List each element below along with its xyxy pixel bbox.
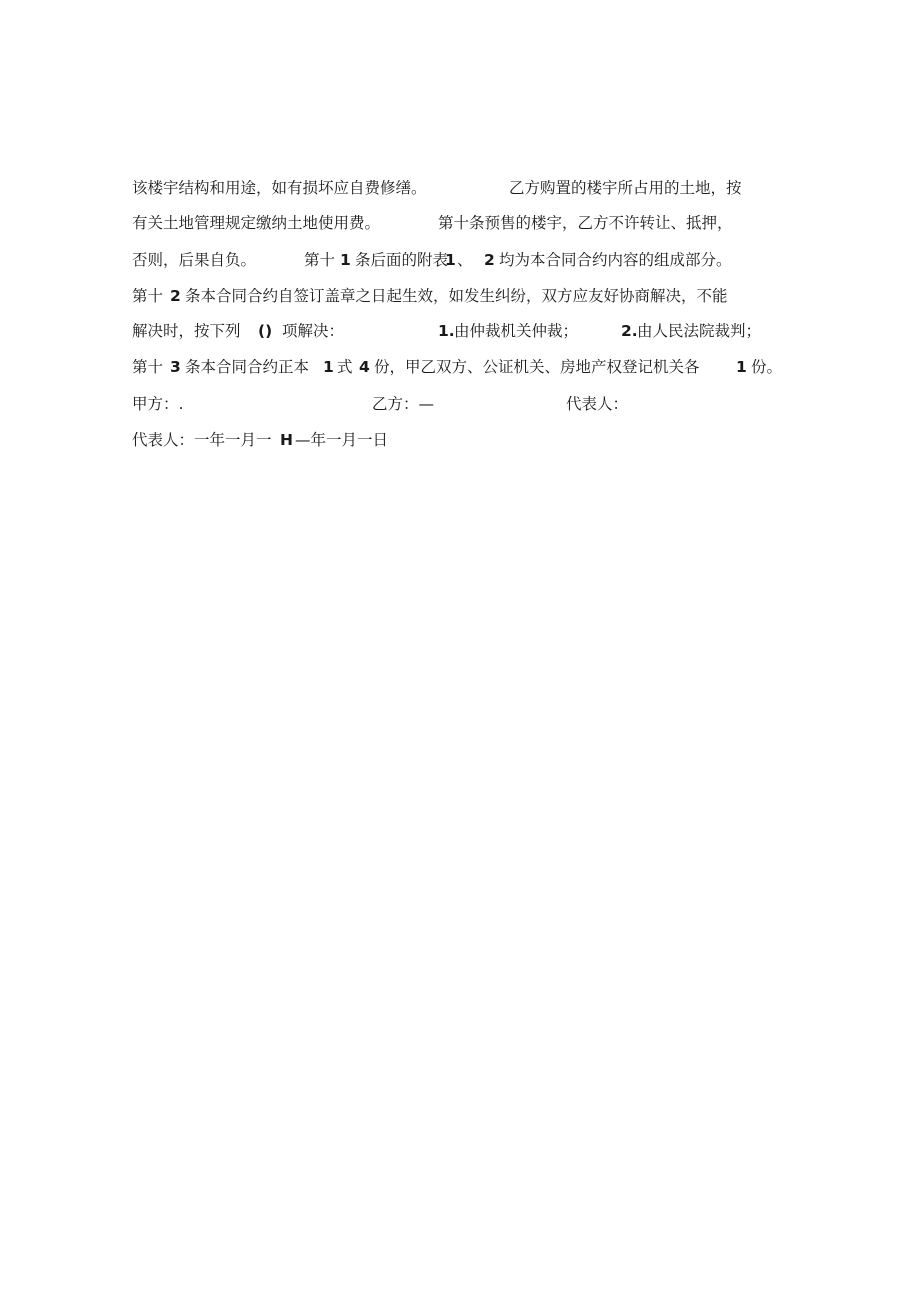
line2-text-b: 第十条预售的楼宇，乙方不许转让、抵押，: [438, 214, 733, 232]
line5-paren: (): [258, 322, 273, 340]
line4-number-1: 2: [170, 287, 181, 305]
line1-text-a: 该楼宇结构和用途，如有损坏应自费修缮。: [132, 179, 427, 197]
line3-number-3: 2: [484, 251, 495, 269]
line6-text-a3: 条本合同合约正本: [185, 358, 310, 376]
line4-text-a1: 第十: [132, 287, 164, 305]
line3-number-1: 1: [340, 251, 351, 269]
line8-letter-h: H: [280, 431, 293, 449]
representative-label: 代表人：: [566, 395, 629, 413]
line6-text-a9: 份。: [751, 358, 783, 376]
line6-number-4: 1: [736, 358, 747, 376]
line2-text-a: 有关土地管理规定缴纳土地使用费。: [132, 214, 381, 232]
line8-text-a3: —年一月一日: [295, 431, 389, 449]
line3-number-2: 1: [445, 251, 456, 269]
line5-option-2-text: 由人民法院裁判；: [637, 322, 762, 340]
line8-text-a1: 代表人：一年一月一: [132, 431, 272, 449]
line5-option-1-number: 1.: [438, 322, 455, 340]
line6-number-3: 4: [359, 358, 370, 376]
line3-text-a: 否则，后果自负。: [132, 251, 257, 269]
line5-text-a1: 解决时，按下列: [132, 322, 241, 340]
line3-text-b5: 、: [457, 251, 473, 269]
line4-text-a3: 条本合同合约自签订盖章之日起生效，如发生纠纷，双方应友好协商解决，不能: [185, 287, 728, 305]
line6-text-a7: 份，甲乙双方、公证机关、房地产权登记机关各: [374, 358, 700, 376]
party-a-label: 甲方：.: [132, 395, 184, 413]
line3-text-b3: 条后面的附表: [355, 251, 449, 269]
line6-number-1: 3: [170, 358, 181, 376]
line3-text-b7: 均为本合同合约内容的组成部分。: [499, 251, 732, 269]
line1-text-b: 乙方购置的楼宇所占用的土地，按: [509, 179, 742, 197]
line5-option-1-text: 由仲裁机关仲裁；: [454, 322, 579, 340]
line3-text-b1: 第十: [304, 251, 336, 269]
line6-text-a5: 式: [337, 358, 353, 376]
party-b-label: 乙方：—: [372, 395, 435, 413]
line6-text-a1: 第十: [132, 358, 164, 376]
line5-text-a3: 项解决：: [282, 322, 345, 340]
line5-option-2-number: 2.: [621, 322, 638, 340]
line6-number-2: 1: [323, 358, 334, 376]
